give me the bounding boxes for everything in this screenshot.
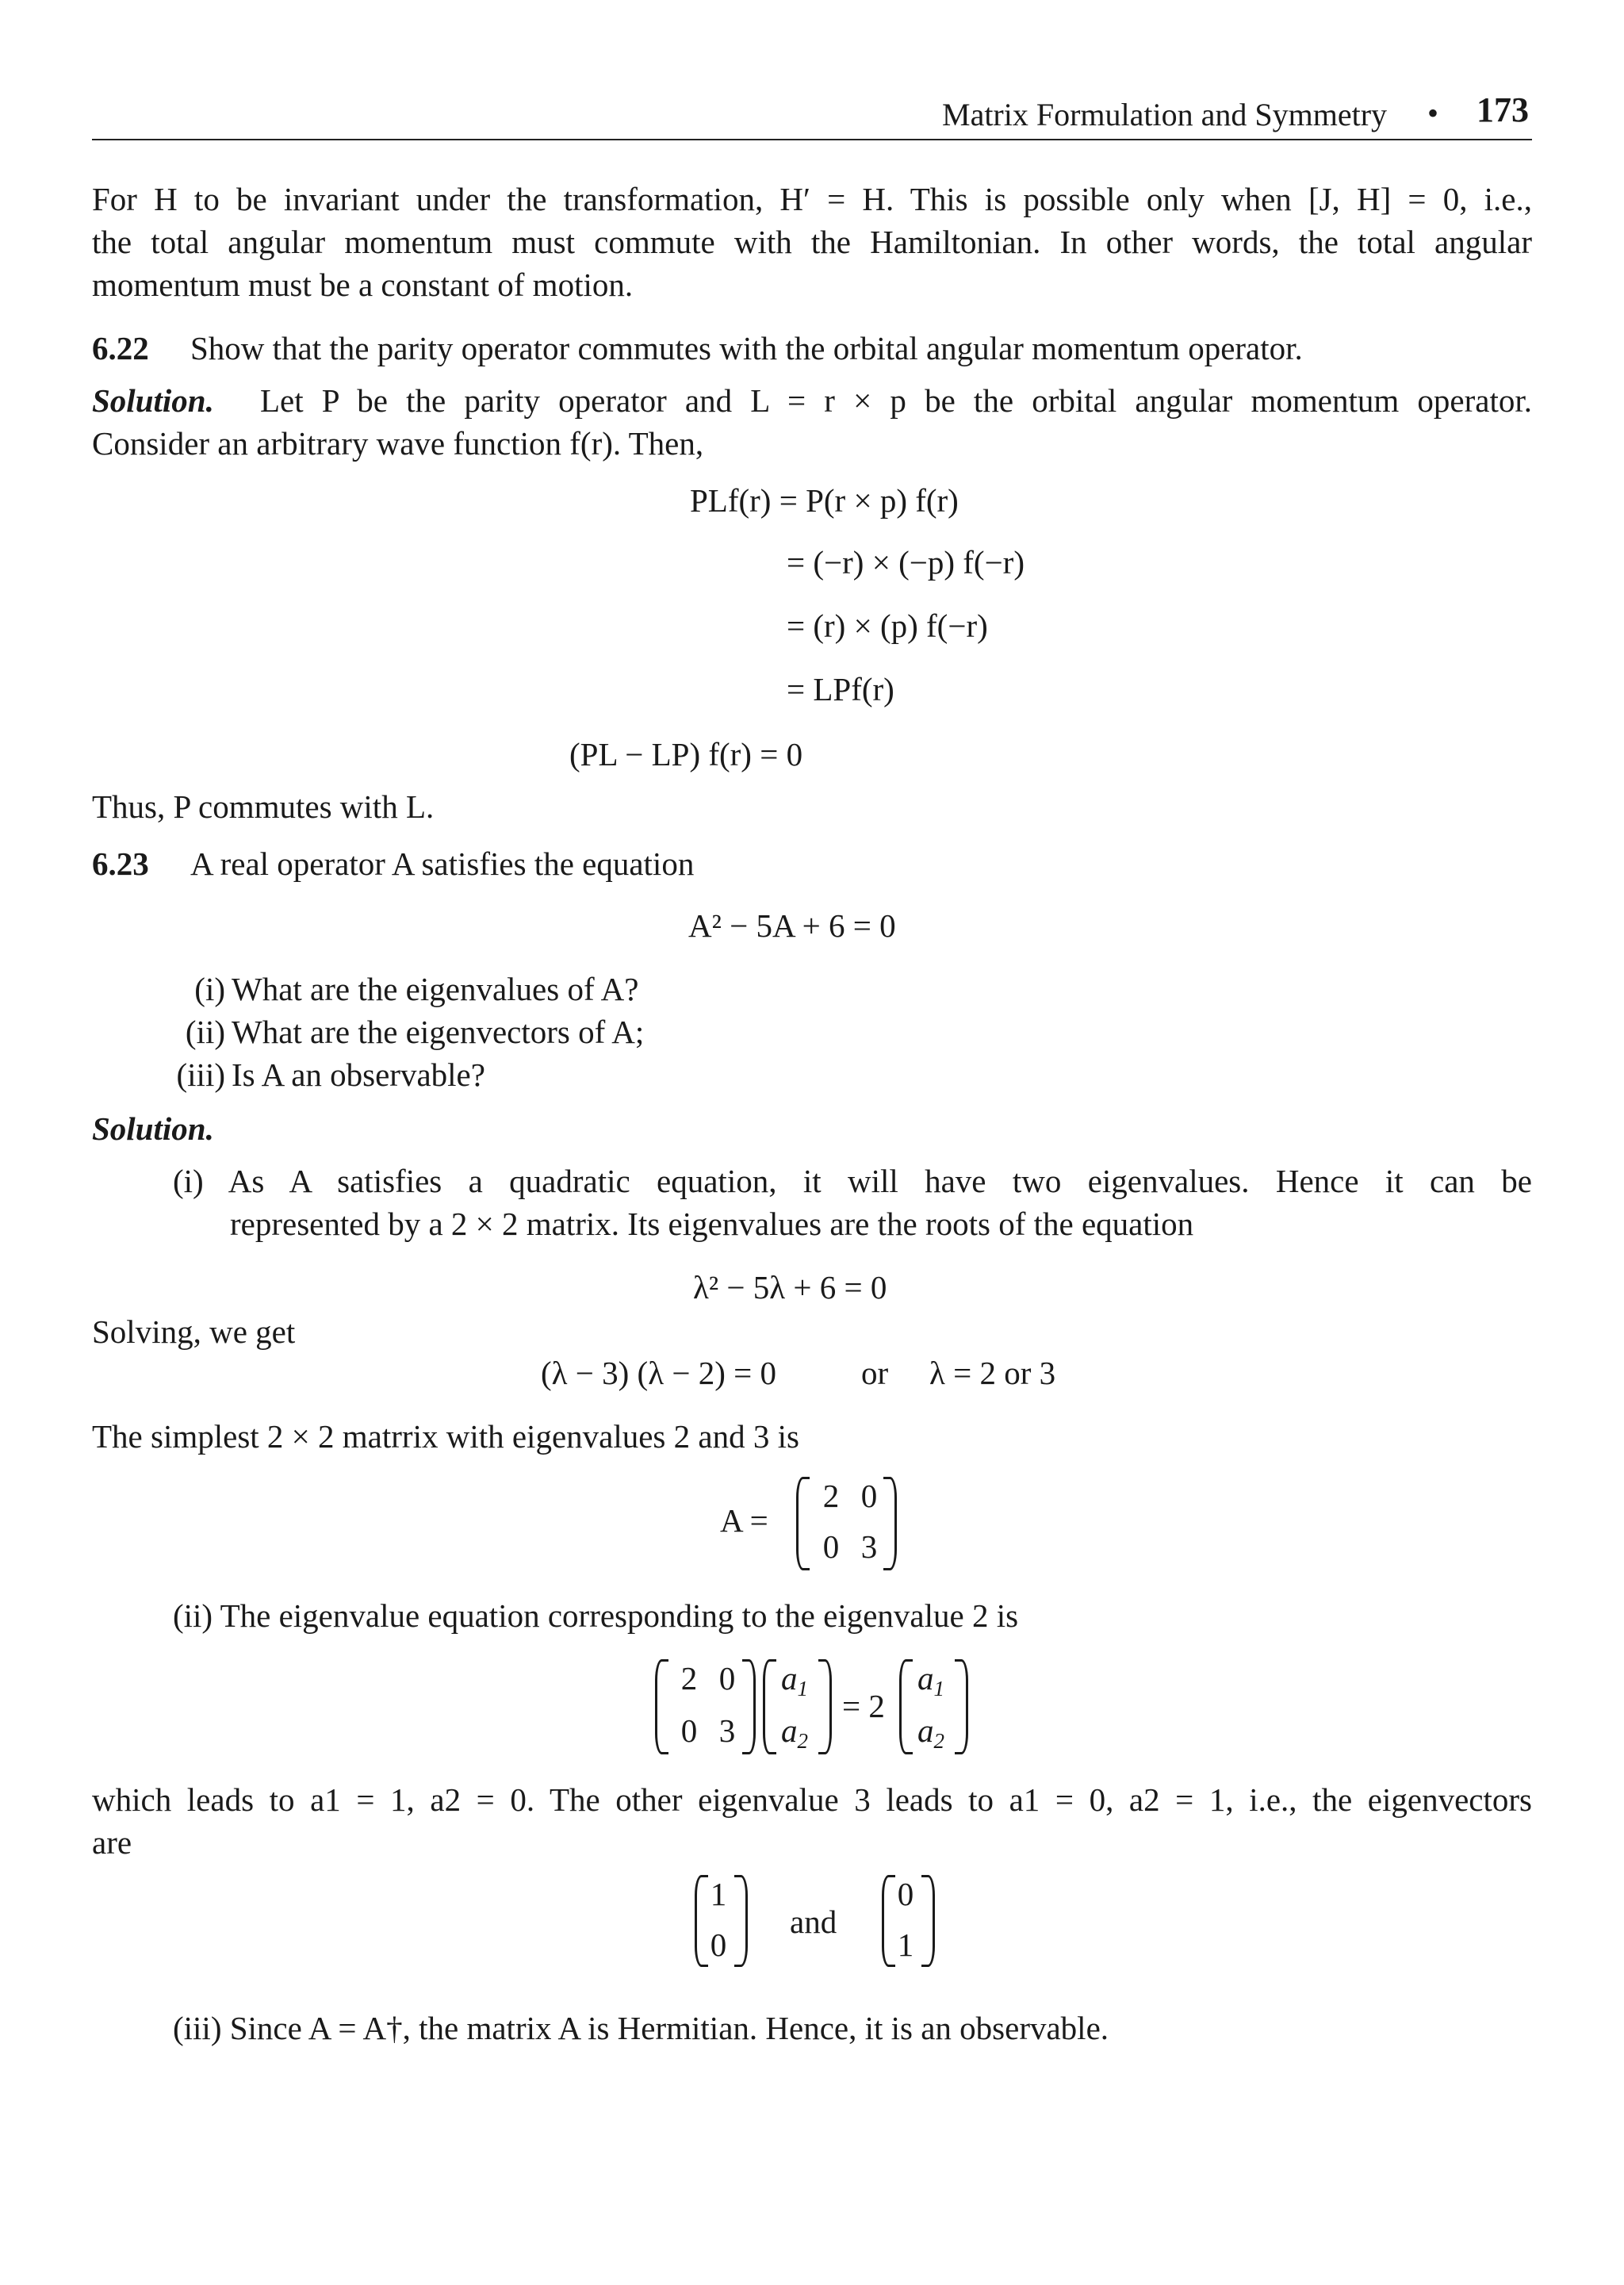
matrix-A-cell: 3 — [860, 1528, 878, 1565]
header-bullet: • — [1427, 95, 1439, 131]
vec-a1 — [774, 1659, 815, 1708]
vec-a2-base: a — [781, 1712, 798, 1749]
vec-a2-sub: 2 — [797, 1729, 808, 1753]
eig-matrix-right-paren — [742, 1659, 756, 1754]
matrix-A-cell: 2 — [822, 1478, 840, 1514]
roots-or: or — [861, 1355, 889, 1391]
sol-ii-text: (ii) The eigenvalue equation corresponding to the eigenvalue 2 is — [173, 1597, 1019, 1634]
equation-commutator: (PL − LP) f(r) = 0 — [569, 736, 803, 773]
roots-equation: (λ − 3) (λ − 2) = 0 — [541, 1355, 776, 1391]
para1-line3: momentum must be a constant of motion. — [92, 266, 634, 303]
solution-6-22-line2: Consider an arbitrary wave function f(r). Then, — [92, 425, 704, 462]
matrix-A-lhs: A = — [720, 1502, 768, 1539]
eigvec1-right-paren — [734, 1875, 748, 1967]
eigvec2-bottom: 1 — [897, 1927, 914, 1963]
solution-6-22-line1: Let P be the parity operator and L = r × p be the orbital angular momentum operator. — [260, 382, 1532, 419]
eigvec1-top: 1 — [710, 1876, 727, 1912]
page-number: 173 — [1477, 90, 1529, 129]
eigvec2-top: 0 — [897, 1876, 914, 1912]
solution-label-6-22: Solution. — [92, 382, 214, 419]
sol-i-line2: represented by a 2 × 2 matrix. Its eigenvalues are the roots of the equation — [230, 1206, 1194, 1242]
eig-matrix-cell: 0 — [718, 1660, 736, 1696]
running-header-title: Matrix Formulation and Symmetry — [942, 97, 1388, 132]
para1-line2: the total angular momentum must commute with the Hamiltonian. In other words, the total angular — [92, 224, 1532, 260]
part-ii-label: (ii) — [185, 1014, 225, 1050]
matrix-A-cell: 0 — [822, 1528, 840, 1565]
matrix-A-cell: 0 — [860, 1478, 878, 1514]
part-iii-label: (iii) — [176, 1056, 225, 1093]
characteristic-equation: λ² − 5λ + 6 = 0 — [693, 1269, 887, 1305]
part-ii-text: What are the eigenvectors of A; — [232, 1014, 645, 1050]
equation-step3: = (r) × (p) f(−r) — [787, 608, 988, 644]
vec2-a1 — [910, 1659, 952, 1708]
leads-line1: which leads to a1 = 1, a2 = 0. The other eigenvalue 3 leads to a1 = 0, a2 = 1, i.e., the eigenvectors — [92, 1781, 1532, 1818]
vec2-a1-base: a — [917, 1660, 934, 1696]
conclusion-6-22: Thus, P commutes with L. — [92, 788, 435, 825]
eig-matrix-cell: 3 — [718, 1712, 736, 1749]
vec2-a2-base: a — [917, 1712, 934, 1749]
solution-label-6-23: Solution. — [92, 1110, 214, 1147]
vec-right-paren — [818, 1659, 832, 1754]
part-i-label: (i) — [194, 971, 225, 1007]
vec-a1-sub: 1 — [797, 1677, 808, 1700]
header-rule — [92, 139, 1532, 140]
eig-matrix-cell: 0 — [680, 1712, 698, 1749]
vec2-a2 — [910, 1712, 952, 1760]
problem-number-6-22: 6.22 — [92, 330, 149, 366]
part-i-text: What are the eigenvalues of A? — [232, 971, 639, 1007]
sol-iii-text: (iii) Since A = A†, the matrix A is Hermitian. Hence, it is an observable. — [173, 2010, 1109, 2046]
vec-a2 — [774, 1712, 815, 1760]
problem-number-6-23: 6.23 — [92, 845, 149, 882]
equation-step2: = (−r) × (−p) f(−r) — [787, 544, 1025, 581]
sol-i-line1: (i) As A satisfies a quadratic equation, it will have two eigenvalues. Hence it can be — [173, 1163, 1532, 1199]
problem-6-23-statement: A real operator A satisfies the equation — [190, 845, 695, 882]
eigvec2-right-paren — [921, 1875, 935, 1967]
equation-step4: = LPf(r) — [787, 671, 894, 707]
vec2-right-paren — [955, 1659, 968, 1754]
eigvec1-bottom: 0 — [710, 1927, 727, 1963]
vec2-a1-sub: 1 — [933, 1677, 944, 1700]
equation-plf: PLf(r) = P(r × p) f(r) — [690, 482, 959, 519]
para1-line1: For H to be invariant under the transformation, H′ = H. This is possible only when [J, H] = 0, i.e., — [92, 181, 1532, 217]
problem-6-22-statement: Show that the parity operator commutes with the orbital angular momentum operator. — [190, 330, 1303, 366]
solving-text: Solving, we get — [92, 1313, 296, 1350]
vec2-a2-sub: 2 — [933, 1729, 944, 1753]
roots-values: λ = 2 or 3 — [929, 1355, 1056, 1391]
part-iii-text: Is A an observable? — [232, 1056, 485, 1093]
simplest-matrix-text: The simplest 2 × 2 matrrix with eigenvalues 2 and 3 is — [92, 1418, 799, 1455]
equation-quadratic-A: A² − 5A + 6 = 0 — [688, 907, 896, 944]
matrix-A-right-paren — [883, 1477, 897, 1570]
leads-line2: are — [92, 1824, 132, 1861]
vec-a1-base: a — [781, 1660, 798, 1696]
and-word: and — [790, 1904, 837, 1940]
eig-matrix-cell: 2 — [680, 1660, 698, 1696]
eig-equation-rhs: = 2 — [842, 1688, 885, 1724]
